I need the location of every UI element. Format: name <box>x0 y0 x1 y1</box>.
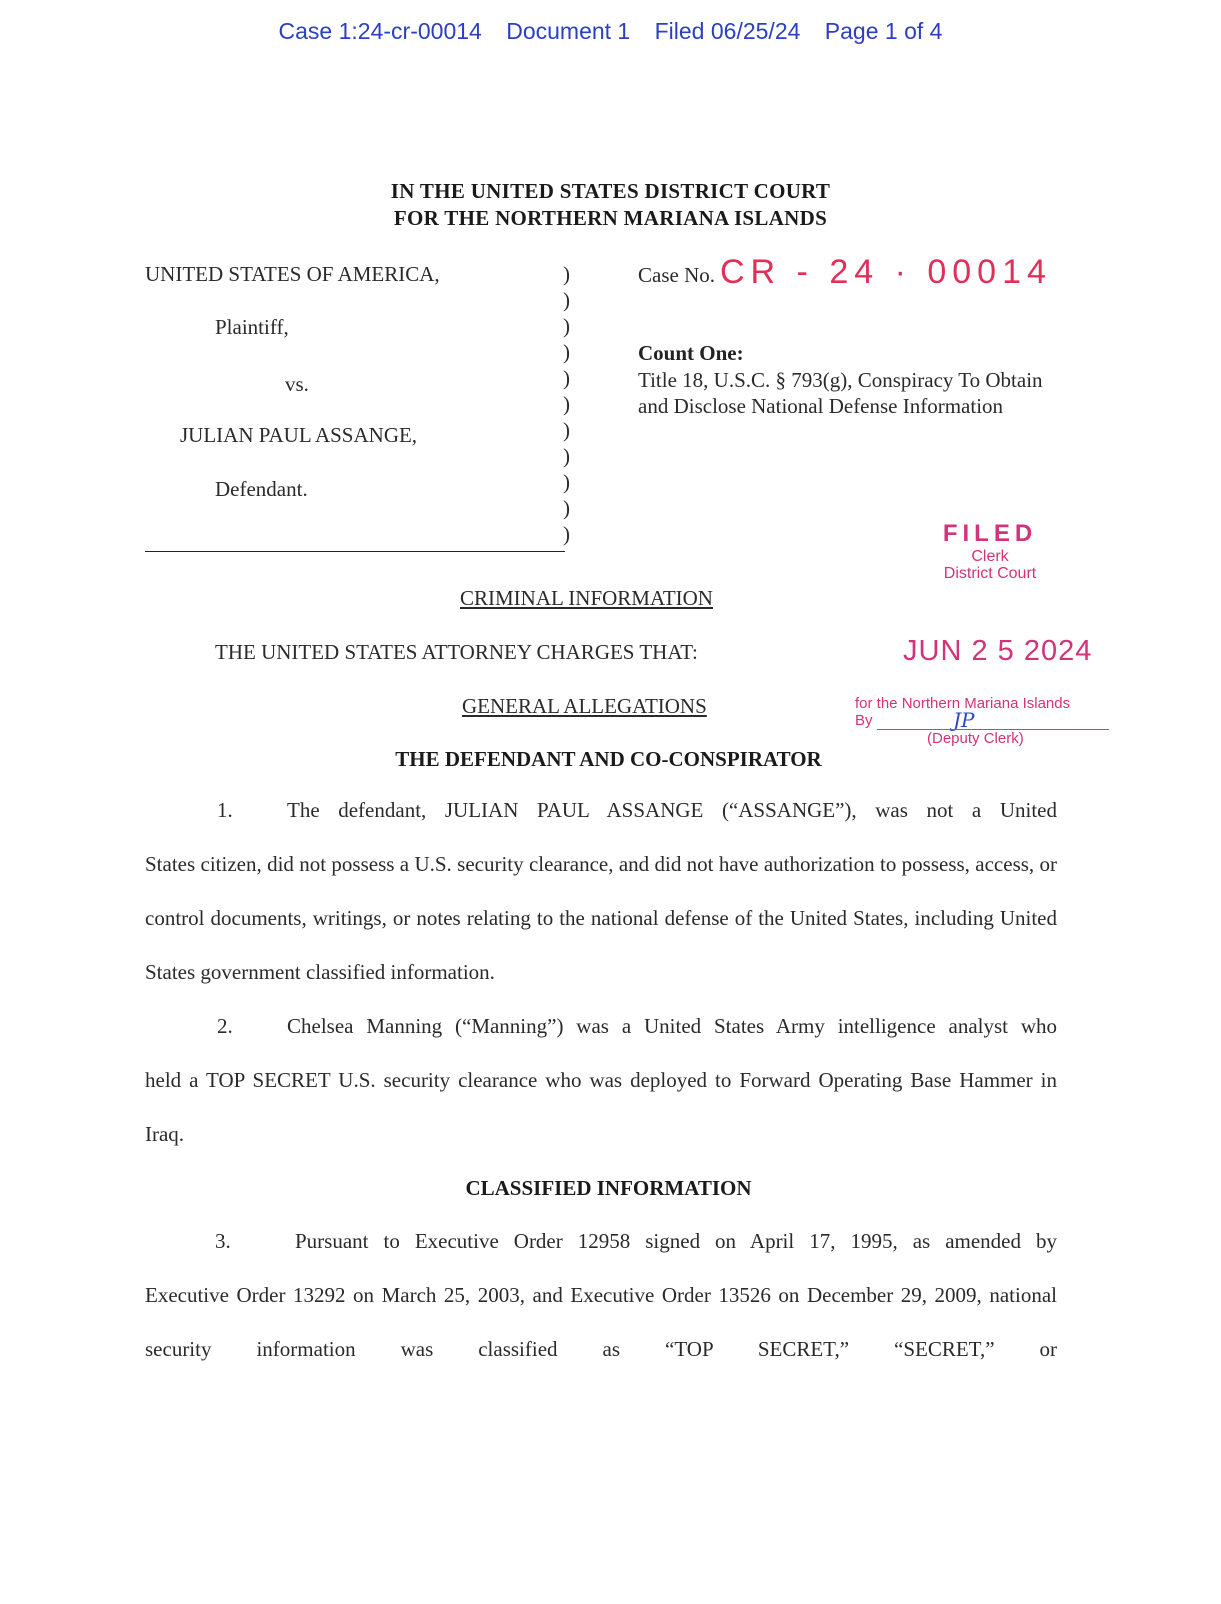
caption-paren: ) <box>563 470 570 494</box>
caption-paren: ) <box>563 314 570 338</box>
plaintiff-name: UNITED STATES OF AMERICA, <box>145 262 440 286</box>
charges-statement: THE UNITED STATES ATTORNEY CHARGES THAT: <box>215 640 698 664</box>
paragraph-2 <box>145 999 1057 1161</box>
paragraph-number: 2. <box>217 1014 233 1038</box>
case-number-stamp: CR - 24 · 00014 <box>720 253 1052 291</box>
paragraph-number: 1. <box>217 798 233 822</box>
paragraph-3-first-line: Pursuant to Executive Order 12958 signed on April 17, 1995, as amended by <box>295 1229 1057 1253</box>
caption-paren: ) <box>563 288 570 312</box>
classified-heading: CLASSIFIED INFORMATION <box>465 1176 752 1200</box>
paragraph-1-first-line: The defendant, JULIAN PAUL ASSANGE (“ASSANGE”), was not a United <box>287 798 1057 822</box>
header-case: Case 1:24-cr-00014 <box>278 18 482 44</box>
case-no-label: Case No. <box>638 263 715 287</box>
paragraph-3-body: Executive Order 13292 on March 25, 2003, and Executive Order 13526 on December 29, 2009, national security information was classified as “TOP SECRET,” “SECRET,” or <box>145 1283 1057 1361</box>
paragraph-1-body: States citizen, did not possess a U.S. security clearance, and did not have authorization to possess, access, or control documents, writings, or notes relating to the national defense of the United States, including United States government classified information. <box>145 852 1057 984</box>
plaintiff-label: Plaintiff, <box>215 315 289 339</box>
filed-stamp-title: FILED <box>942 520 1038 547</box>
caption-paren: ) <box>563 366 570 390</box>
clerk-initials: JP <box>953 708 975 732</box>
paragraph-number: 3. <box>215 1229 231 1253</box>
caption-paren: ) <box>563 340 570 364</box>
defendant-label: Defendant. <box>215 477 308 501</box>
filed-stamp-clerk: Clerk <box>971 548 1009 565</box>
filed-stamp-footer <box>855 695 1070 747</box>
count-description: Title 18, U.S.C. § 793(g), Conspiracy To Obtain and Disclose National Defense Information <box>638 368 1043 418</box>
filed-date-stamp: JUN 2 5 2024 <box>903 635 1093 667</box>
caption-paren: ) <box>563 262 570 286</box>
filed-stamp-islands: for the Northern Mariana Islands <box>855 695 1071 712</box>
defendant-heading: THE DEFENDANT AND CO-CONSPIRATOR <box>395 747 822 771</box>
versus: vs. <box>285 372 309 396</box>
paragraph-1 <box>145 783 1057 999</box>
defendant-name: JULIAN PAUL ASSANGE, <box>180 423 418 447</box>
court-title-line1: IN THE UNITED STATES DISTRICT COURT <box>390 179 831 203</box>
header-filed: Filed 06/25/24 <box>654 18 801 44</box>
filed-stamp-by: By <box>855 712 873 729</box>
caption-paren: ) <box>563 522 570 546</box>
filed-stamp-deputy: (Deputy Clerk) <box>927 730 1024 747</box>
filed-stamp-court: District Court <box>943 565 1037 582</box>
caption-paren: ) <box>563 444 570 468</box>
caption-paren: ) <box>563 418 570 442</box>
header-document: Document 1 <box>506 18 631 44</box>
general-allegations-title: GENERAL ALLEGATIONS <box>462 694 707 718</box>
signature-line <box>877 729 1109 730</box>
count-title: Count One: <box>638 341 744 365</box>
caption-underline <box>145 551 565 552</box>
paragraph-2-body: held a TOP SECRET U.S. security clearance who was deployed to Forward Operating Base Hammer in Iraq. <box>145 1068 1057 1146</box>
header-page: Page 1 of 4 <box>824 18 943 44</box>
caption-paren: ) <box>563 392 570 416</box>
paragraph-3 <box>145 1214 1057 1376</box>
court-title-line2: FOR THE NORTHERN MARIANA ISLANDS <box>393 206 828 230</box>
ecf-header <box>0 18 1221 45</box>
criminal-information-title: CRIMINAL INFORMATION <box>460 586 713 610</box>
caption-paren: ) <box>563 496 570 520</box>
filed-stamp <box>905 520 1075 582</box>
paragraph-2-first-line: Chelsea Manning (“Manning”) was a United States Army intelligence analyst who <box>287 1014 1057 1038</box>
